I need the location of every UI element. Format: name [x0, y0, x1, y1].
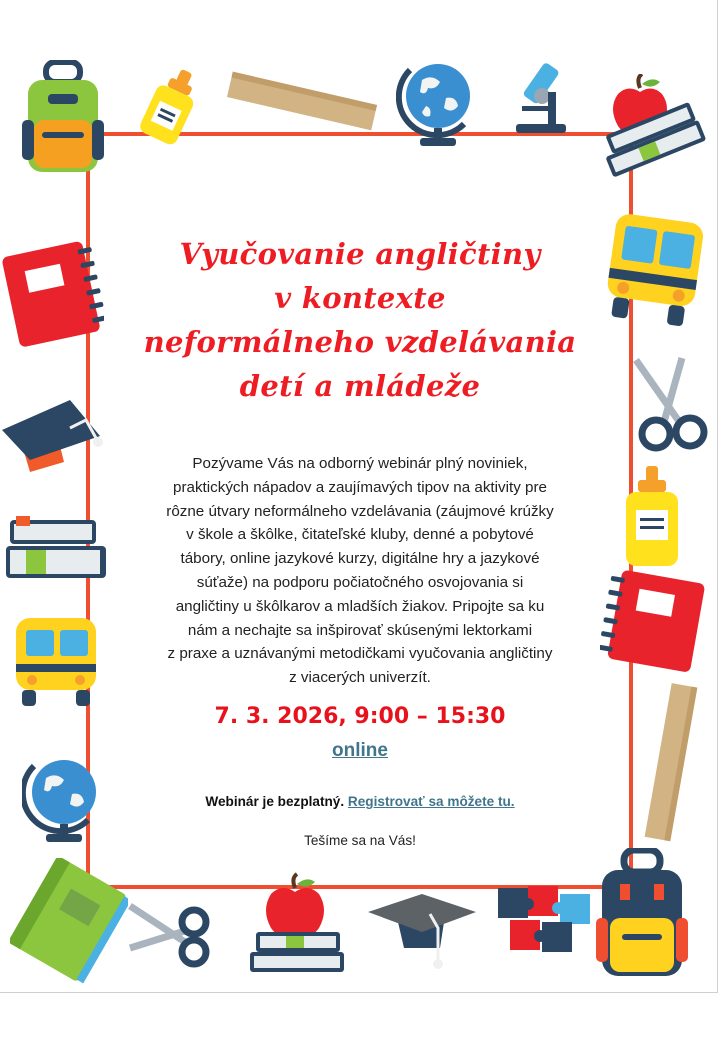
globe-icon	[22, 750, 106, 846]
intro-line: súťaže) na podporu počiatočného osvojovania si	[196, 573, 524, 591]
title-line: Vyučovanie angličtiny	[179, 237, 541, 271]
glue-bottle-icon	[620, 466, 684, 570]
glue-bottle-icon	[136, 68, 206, 148]
intro-line: z praxe a uznávanými metodičkami vyučovania angličtiny	[167, 645, 553, 663]
title-line: neformálneho vzdelávania	[143, 325, 577, 359]
intro-line: praktických nápadov a zaujímavých tipov na aktivity pre	[173, 478, 547, 496]
intro-line: rôzne útvary neformálneho vzdelávania (záujmové krúžky	[166, 502, 554, 520]
books-icon	[0, 510, 110, 590]
globe-icon	[396, 58, 480, 148]
school-bus-icon	[6, 610, 106, 710]
title-line: v kontexte	[274, 281, 446, 315]
intro-line: z viacerých univerzít.	[289, 669, 431, 687]
invitation-title	[120, 232, 600, 408]
intro-line: tábory, online jazykové kurzy, digitálne hry a jazykové	[180, 550, 540, 568]
intro-paragraph	[112, 452, 608, 690]
closing-text: Tešíme sa na Vás!	[304, 833, 416, 848]
ruler-icon	[640, 680, 700, 844]
ruler-icon	[222, 66, 382, 136]
register-link[interactable]: Registrovať sa môžete tu.	[347, 794, 515, 809]
online-link[interactable]: online	[332, 740, 388, 761]
school-bus-icon	[604, 212, 704, 328]
intro-line: Pozývame Vás na odborný webinár plný noviniek,	[192, 455, 528, 472]
title-line: detí a mládeže	[239, 369, 481, 403]
intro-line: v škole a škôlke, čitateľské kluby, denné a pobytové	[186, 526, 534, 544]
backpack-icon	[20, 60, 106, 176]
free-webinar-text: Webinár je bezplatný.	[205, 794, 345, 809]
notebook-icon	[600, 566, 710, 678]
backpack-icon	[594, 848, 690, 980]
intro-line: angličtiny u škôlkarov a mladších žiakov. Pripojte sa ku	[175, 597, 545, 615]
scissors-icon	[626, 356, 712, 456]
graduation-cap-icon	[0, 390, 112, 486]
registration-line	[120, 794, 600, 809]
intro-line: nám a nechajte sa inšpirovať skúsenými lektorkami	[187, 621, 533, 639]
books-icon	[598, 98, 710, 190]
scissors-icon	[128, 900, 212, 970]
puzzle-icon	[488, 880, 606, 962]
notebook-icon	[0, 240, 104, 348]
microscope-icon	[508, 56, 578, 136]
notebook-icon	[10, 858, 128, 986]
graduation-cap-icon	[364, 888, 480, 984]
books-icon	[246, 928, 348, 976]
event-date-time: 7. 3. 2026, 9:00 – 15:30	[214, 704, 506, 729]
